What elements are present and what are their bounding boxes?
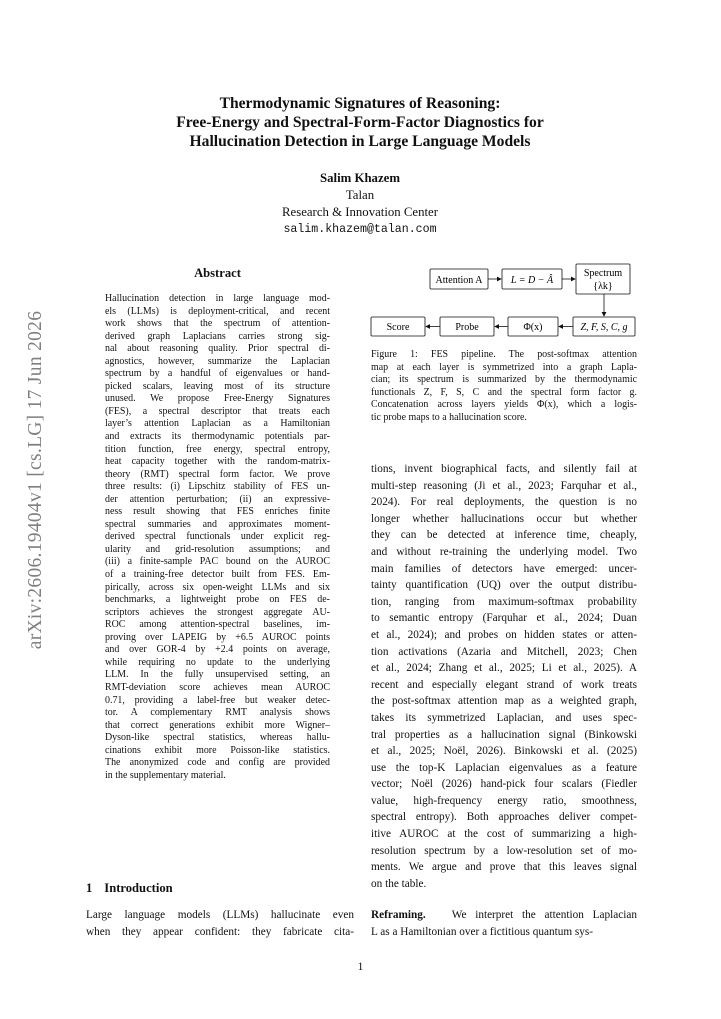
text-line: tic probe maps to a hallucination score. (371, 411, 527, 423)
node-spectrum-set: {λk} (593, 281, 613, 292)
arxiv-stamp (20, 290, 52, 670)
text-line: spectral entropy). Both approaches deliver compet- (371, 811, 637, 824)
text-line: on the table. (371, 877, 427, 890)
title-line: Free-Energy and Spectral-Form-Factor Diagnostics for (176, 114, 544, 131)
text-line: Hallucination detection in large language mod- (105, 293, 330, 304)
text-line: tions, invent biographical facts, and silently fail at (371, 463, 637, 475)
text-line: pirically, across six open-weight LLMs and six (105, 581, 330, 593)
text-line: and extracts its thermodynamic potentials par- (105, 431, 330, 443)
text-line: LLM. In the fully unsupervised setting, an (105, 669, 330, 681)
text-line: to semantic entropy (Farquhar et al., 2024; Duan (371, 612, 637, 625)
text-line: (iii) a finite-sample PAC bound on the AUROC (105, 556, 330, 568)
text-line: cinations exhibit more Poisson-like statistics. (105, 744, 330, 756)
node-attention-label: Attention A (435, 275, 483, 286)
text-line: ments. We argue and prove that this leaves signal (371, 861, 637, 874)
text-line: (FES), a spectral descriptor that treats each (105, 405, 330, 417)
figure-caption (371, 349, 637, 424)
affiliation: Talan (345, 188, 375, 202)
text-line: spectral summaries and approximates moment- (105, 518, 330, 530)
text-line: tainty quantification (UQ) over the output distribu- (371, 579, 637, 592)
text-line: ness result showing that FES enriches finite (105, 506, 330, 518)
page-number: 1 (357, 961, 364, 973)
text-line: et al., 2024; Zhang et al., 2025; Li et al., 2025). A (371, 662, 637, 675)
text-line: agnostics, however, summarize the Laplacian (105, 355, 330, 367)
pipeline-figure (368, 262, 640, 342)
text-line: when they appear confident: they fabricate cita- (86, 925, 354, 938)
text-line: tion, ranging from maximum-softmax probability (371, 595, 637, 608)
text-line: L as a Hamiltonian over a fictitious quantum sys- (371, 925, 594, 938)
text-line: that correct generations exhibit more Wigner– (105, 719, 330, 731)
text-line: theory (RMT) spectral form factor. We prove (105, 468, 330, 480)
text-line: Concatenation across layers yields Φ(x), which a logis- (371, 399, 637, 410)
text-line: they can be detected at inference time, cheaply, (371, 529, 637, 542)
text-line: derived graph Laplacians carries strong sig- (105, 330, 330, 342)
right-column-text (371, 461, 637, 892)
text-line: itive AUROC at the cost of summarizing a high- (371, 828, 637, 841)
text-line: unused. We propose Free-Energy Signatures (105, 393, 330, 405)
text-line (371, 907, 637, 924)
text-line: scriptors achieves the strongest aggregate AU- (105, 606, 330, 618)
text-line: multi-step reasoning (Ji et al., 2023; Farquhar et al., (371, 479, 637, 492)
text-line: et al., 2024); and probes on hidden states or atten- (371, 628, 637, 641)
text-line: ROC among attention-spectral baselines, im- (105, 619, 330, 631)
text-line: benchmarks, a lightweight probe on FES de- (105, 594, 330, 606)
text-line: while requiring no update to the underlying (105, 656, 330, 668)
text-line: recent and especially elegant strand of work treats (371, 678, 637, 691)
text-line: Figure 1: FES pipeline. The post-softmax attention (371, 349, 637, 360)
text-line: layer’s attention Laplacian as a Hamiltonian (105, 418, 330, 430)
arxiv-id: arXiv:2606.19404v1 [cs.LG] 17 Jun 2026 (25, 310, 46, 650)
text-line: heat capacity together with the random-matrix- (105, 456, 330, 468)
text-line: picked scalars, leaving most of its structure (105, 380, 330, 392)
text-line: spectrum by a handful of eigenvalues or hand- (105, 368, 330, 380)
reframing-text: We interpret the attention Laplacian (451, 909, 637, 921)
text-line: main families of detectors have emerged: uncer- (371, 562, 637, 575)
section-heading (86, 881, 173, 896)
text-line: Large language models (LLMs) hallucinate even (86, 909, 354, 921)
text-line: ularity and grid-resolution assumptions; and (105, 543, 330, 555)
text-line: and over GOR-4 by +2.4 points on average, (105, 644, 330, 656)
title-line: Hallucination Detection in Large Language Models (189, 133, 531, 150)
affiliation: Research & Innovation Center (282, 205, 438, 219)
text-line: tor. A complementary RMT analysis shows (105, 707, 330, 719)
text-line: in the supplementary material. (105, 769, 226, 781)
paper-title (100, 94, 620, 151)
author-email: salim.khazem@talan.com (283, 223, 437, 236)
node-functionals-label: Z, F, S, C, g (580, 322, 628, 333)
text-line: and without re-training the underlying model. Two (371, 545, 637, 558)
text-line: longer whether hallucinations occur but whether (371, 512, 637, 525)
text-line: The anonymized code and config are provided (105, 757, 330, 769)
text-line: vector; Noël (2026) hand-pick four scalars (Fiedler (371, 778, 637, 791)
author-name: Salim Khazem (320, 171, 400, 185)
text-line: els (LLMs) is deployment-critical, and recent (105, 305, 330, 317)
text-line: proving over LAPEIG by +6.5 AUROC points (105, 631, 330, 643)
text-line: 2024). For real deployments, the question is no (371, 496, 637, 509)
text-line: work shows that the spectrum of attention- (105, 318, 330, 330)
reframing-paragraph (371, 907, 637, 940)
text-line: Dyson-like spectral statistics, whereas hallu- (105, 732, 330, 744)
text-line: of a training-free detector built from FES. Em- (105, 569, 330, 581)
text-line: RMT-deviation score achieves mean AUROC (105, 681, 330, 693)
text-line: map at each layer is symmetrized into a graph Lapla- (371, 361, 637, 373)
section-number: 1 (86, 881, 93, 895)
node-laplacian-label: L = D − Â (510, 275, 554, 286)
abstract-body (105, 293, 330, 782)
reframing-label: Reframing. (371, 909, 426, 921)
text-line: tion activations (Azaria and Mitchell, 2023; Chen (371, 645, 637, 658)
text-line: the post-softmax attention map as a weighted graph, (371, 695, 637, 708)
node-probe-label: Probe (455, 322, 479, 333)
text-line: value, high-frequency energy ratio, smoothness, (371, 794, 637, 807)
text-line: nal about reasoning quality. Prior spectral di- (105, 343, 330, 355)
text-line: et al., 2025; Noël, 2026). Binkowski et al. (2025) (371, 745, 637, 758)
node-spectrum-label: Spectrum (583, 268, 623, 279)
text-line: tition function, free energy, spectral entropy, (105, 443, 330, 455)
text-line: takes its symmetrized Laplacian, and uses spec- (371, 711, 637, 724)
text-line: der attention perturbation; (ii) an expressive- (105, 493, 330, 505)
text-line: functionals Z, F, S, C and the spectral form factor g. (371, 386, 637, 398)
node-phi-label: Φ(x) (523, 322, 543, 333)
text-line: resolution spectrum by a low-resolution set of mo- (371, 844, 637, 857)
text-line: use the top-K Laplacian eigenvalues as a feature (371, 761, 637, 774)
text-line: cian; its spectrum is summarized by the thermodynamic (371, 374, 637, 385)
intro-text (86, 907, 354, 940)
text-line: 0.71, providing a label-free but weaker detec- (105, 694, 330, 706)
text-line: three results: (i) Lipschitz stability of FES un- (105, 481, 330, 493)
author-block (200, 170, 520, 238)
text-line: derived spectral functionals under explicit reg- (105, 531, 330, 543)
section-title: Introduction (104, 881, 173, 895)
node-score-label: Score (386, 322, 410, 333)
title-line: Thermodynamic Signatures of Reasoning: (219, 95, 501, 112)
abstract-heading: Abstract (194, 266, 241, 280)
text-line: tral properties as a hallucination signal (Binkowski (371, 728, 637, 741)
